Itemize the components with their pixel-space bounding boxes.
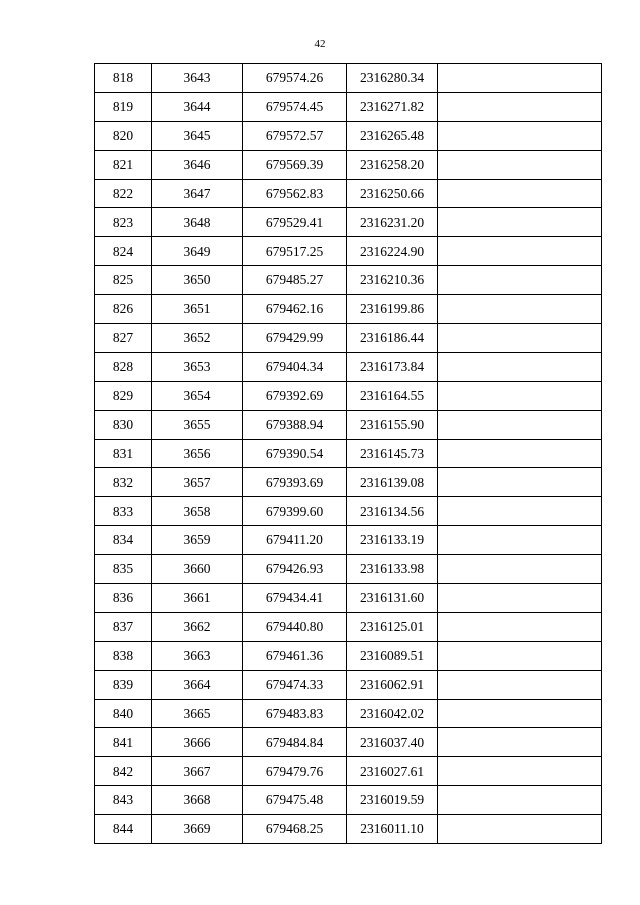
- cell-point-no: 820: [95, 121, 152, 150]
- table-row: [95, 526, 602, 555]
- table-row: [95, 92, 602, 121]
- cell-y-coordinate: 2316271.82: [347, 92, 438, 121]
- cell-y-coordinate: 2316145.73: [347, 439, 438, 468]
- cell-note: [438, 699, 602, 728]
- cell-note: [438, 670, 602, 699]
- cell-note: [438, 179, 602, 208]
- cell-x-coordinate: 679440.80: [243, 612, 347, 641]
- cell-point-id: 3647: [152, 179, 243, 208]
- table-row: [95, 381, 602, 410]
- cell-point-id: 3660: [152, 555, 243, 584]
- cell-y-coordinate: 2316186.44: [347, 324, 438, 353]
- cell-note: [438, 121, 602, 150]
- cell-note: [438, 64, 602, 93]
- cell-point-id: 3658: [152, 497, 243, 526]
- cell-y-coordinate: 2316155.90: [347, 410, 438, 439]
- cell-note: [438, 728, 602, 757]
- cell-x-coordinate: 679574.45: [243, 92, 347, 121]
- cell-point-no: 823: [95, 208, 152, 237]
- cell-y-coordinate: 2316210.36: [347, 266, 438, 295]
- table-row: [95, 64, 602, 93]
- cell-point-id: 3661: [152, 584, 243, 613]
- cell-x-coordinate: 679399.60: [243, 497, 347, 526]
- table-row: [95, 670, 602, 699]
- cell-point-no: 821: [95, 150, 152, 179]
- cell-point-id: 3657: [152, 468, 243, 497]
- cell-point-no: 832: [95, 468, 152, 497]
- cell-note: [438, 439, 602, 468]
- cell-x-coordinate: 679483.83: [243, 699, 347, 728]
- cell-x-coordinate: 679429.99: [243, 324, 347, 353]
- cell-y-coordinate: 2316133.19: [347, 526, 438, 555]
- cell-point-no: 840: [95, 699, 152, 728]
- cell-point-id: 3668: [152, 786, 243, 815]
- table-row: [95, 295, 602, 324]
- table-row: [95, 150, 602, 179]
- cell-note: [438, 295, 602, 324]
- cell-note: [438, 266, 602, 295]
- cell-point-no: 824: [95, 237, 152, 266]
- cell-x-coordinate: 679517.25: [243, 237, 347, 266]
- cell-point-no: 822: [95, 179, 152, 208]
- cell-note: [438, 324, 602, 353]
- cell-point-no: 830: [95, 410, 152, 439]
- cell-y-coordinate: 2316131.60: [347, 584, 438, 613]
- cell-y-coordinate: 2316231.20: [347, 208, 438, 237]
- cell-y-coordinate: 2316134.56: [347, 497, 438, 526]
- cell-point-id: 3667: [152, 757, 243, 786]
- cell-x-coordinate: 679529.41: [243, 208, 347, 237]
- cell-note: [438, 352, 602, 381]
- cell-y-coordinate: 2316089.51: [347, 641, 438, 670]
- cell-note: [438, 150, 602, 179]
- table-row: [95, 612, 602, 641]
- cell-note: [438, 815, 602, 844]
- cell-y-coordinate: 2316250.66: [347, 179, 438, 208]
- cell-x-coordinate: 679468.25: [243, 815, 347, 844]
- cell-point-id: 3664: [152, 670, 243, 699]
- cell-point-no: 843: [95, 786, 152, 815]
- cell-x-coordinate: 679462.16: [243, 295, 347, 324]
- cell-point-no: 829: [95, 381, 152, 410]
- cell-x-coordinate: 679388.94: [243, 410, 347, 439]
- cell-y-coordinate: 2316265.48: [347, 121, 438, 150]
- cell-x-coordinate: 679562.83: [243, 179, 347, 208]
- cell-note: [438, 526, 602, 555]
- table-row: [95, 641, 602, 670]
- cell-point-no: 835: [95, 555, 152, 584]
- cell-note: [438, 555, 602, 584]
- cell-point-id: 3653: [152, 352, 243, 381]
- table-row: [95, 497, 602, 526]
- cell-x-coordinate: 679404.34: [243, 352, 347, 381]
- cell-x-coordinate: 679392.69: [243, 381, 347, 410]
- cell-point-no: 833: [95, 497, 152, 526]
- cell-note: [438, 208, 602, 237]
- cell-y-coordinate: 2316139.08: [347, 468, 438, 497]
- cell-note: [438, 497, 602, 526]
- cell-point-id: 3665: [152, 699, 243, 728]
- cell-y-coordinate: 2316199.86: [347, 295, 438, 324]
- cell-point-id: 3659: [152, 526, 243, 555]
- cell-y-coordinate: 2316027.61: [347, 757, 438, 786]
- cell-x-coordinate: 679574.26: [243, 64, 347, 93]
- cell-y-coordinate: 2316037.40: [347, 728, 438, 757]
- cell-y-coordinate: 2316258.20: [347, 150, 438, 179]
- cell-note: [438, 584, 602, 613]
- cell-point-no: 825: [95, 266, 152, 295]
- cell-point-id: 3649: [152, 237, 243, 266]
- cell-note: [438, 92, 602, 121]
- cell-point-no: 828: [95, 352, 152, 381]
- table-row: [95, 468, 602, 497]
- cell-point-id: 3652: [152, 324, 243, 353]
- cell-point-id: 3643: [152, 64, 243, 93]
- cell-point-id: 3666: [152, 728, 243, 757]
- cell-note: [438, 381, 602, 410]
- cell-point-no: 834: [95, 526, 152, 555]
- cell-point-no: 837: [95, 612, 152, 641]
- cell-note: [438, 786, 602, 815]
- cell-x-coordinate: 679426.93: [243, 555, 347, 584]
- cell-y-coordinate: 2316224.90: [347, 237, 438, 266]
- cell-y-coordinate: 2316125.01: [347, 612, 438, 641]
- cell-point-id: 3650: [152, 266, 243, 295]
- table-row: [95, 728, 602, 757]
- cell-y-coordinate: 2316133.98: [347, 555, 438, 584]
- cell-point-no: 841: [95, 728, 152, 757]
- coordinates-table: [94, 63, 602, 844]
- cell-y-coordinate: 2316019.59: [347, 786, 438, 815]
- cell-x-coordinate: 679485.27: [243, 266, 347, 295]
- table-row: [95, 584, 602, 613]
- table-body: [95, 64, 602, 844]
- cell-x-coordinate: 679479.76: [243, 757, 347, 786]
- cell-point-id: 3655: [152, 410, 243, 439]
- cell-point-id: 3651: [152, 295, 243, 324]
- cell-x-coordinate: 679461.36: [243, 641, 347, 670]
- table-row: [95, 237, 602, 266]
- cell-note: [438, 468, 602, 497]
- cell-point-no: 838: [95, 641, 152, 670]
- cell-x-coordinate: 679390.54: [243, 439, 347, 468]
- cell-point-no: 819: [95, 92, 152, 121]
- cell-note: [438, 410, 602, 439]
- cell-point-id: 3648: [152, 208, 243, 237]
- cell-y-coordinate: 2316062.91: [347, 670, 438, 699]
- table-row: [95, 208, 602, 237]
- cell-x-coordinate: 679411.20: [243, 526, 347, 555]
- table-row: [95, 352, 602, 381]
- cell-note: [438, 237, 602, 266]
- cell-x-coordinate: 679474.33: [243, 670, 347, 699]
- cell-point-no: 842: [95, 757, 152, 786]
- cell-point-no: 839: [95, 670, 152, 699]
- cell-y-coordinate: 2316011.10: [347, 815, 438, 844]
- cell-x-coordinate: 679434.41: [243, 584, 347, 613]
- cell-point-no: 818: [95, 64, 152, 93]
- cell-y-coordinate: 2316173.84: [347, 352, 438, 381]
- cell-y-coordinate: 2316164.55: [347, 381, 438, 410]
- table-row: [95, 699, 602, 728]
- cell-x-coordinate: 679484.84: [243, 728, 347, 757]
- cell-y-coordinate: 2316042.02: [347, 699, 438, 728]
- cell-point-id: 3645: [152, 121, 243, 150]
- cell-point-no: 836: [95, 584, 152, 613]
- cell-x-coordinate: 679393.69: [243, 468, 347, 497]
- cell-y-coordinate: 2316280.34: [347, 64, 438, 93]
- cell-point-id: 3644: [152, 92, 243, 121]
- cell-point-id: 3656: [152, 439, 243, 468]
- cell-point-id: 3646: [152, 150, 243, 179]
- table-row: [95, 179, 602, 208]
- table-row: [95, 555, 602, 584]
- table-row: [95, 786, 602, 815]
- page-number: 42: [314, 38, 326, 50]
- cell-point-no: 826: [95, 295, 152, 324]
- table-row: [95, 439, 602, 468]
- table-row: [95, 757, 602, 786]
- cell-point-no: 844: [95, 815, 152, 844]
- table-row: [95, 266, 602, 295]
- cell-point-id: 3662: [152, 612, 243, 641]
- cell-point-id: 3669: [152, 815, 243, 844]
- cell-note: [438, 757, 602, 786]
- cell-note: [438, 612, 602, 641]
- table-row: [95, 410, 602, 439]
- cell-note: [438, 641, 602, 670]
- cell-point-id: 3663: [152, 641, 243, 670]
- table-row: [95, 815, 602, 844]
- cell-x-coordinate: 679572.57: [243, 121, 347, 150]
- table-row: [95, 121, 602, 150]
- cell-point-no: 827: [95, 324, 152, 353]
- cell-point-no: 831: [95, 439, 152, 468]
- cell-x-coordinate: 679569.39: [243, 150, 347, 179]
- cell-point-id: 3654: [152, 381, 243, 410]
- table-row: [95, 324, 602, 353]
- cell-x-coordinate: 679475.48: [243, 786, 347, 815]
